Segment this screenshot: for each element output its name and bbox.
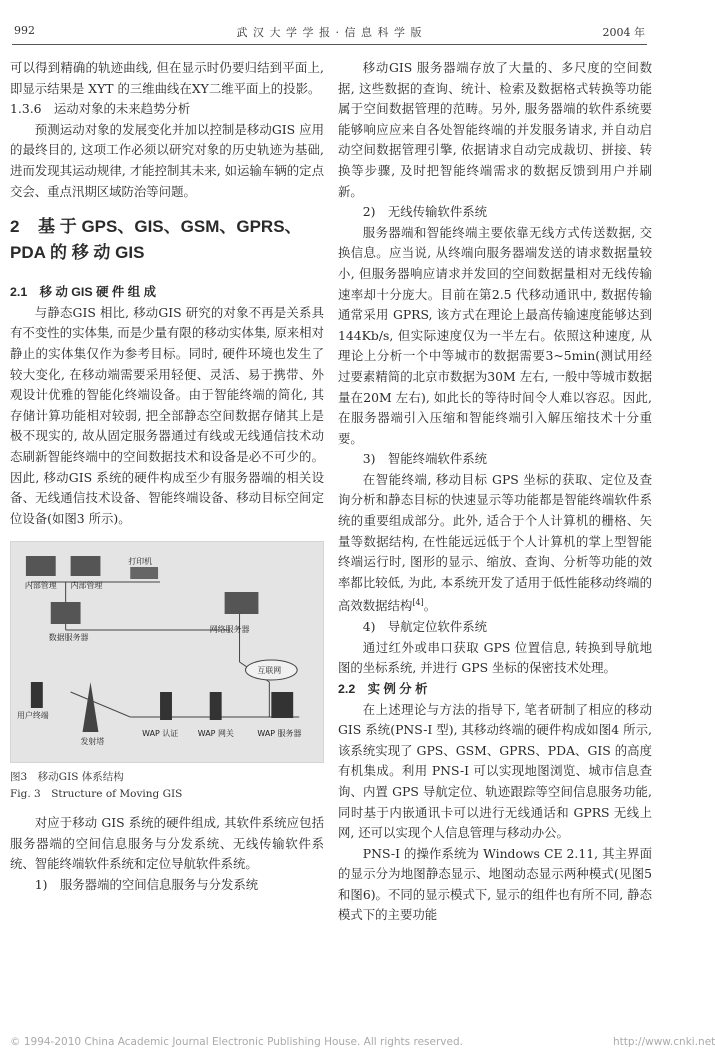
section-heading-2-1: 2.1 移 动 GIS 硬 件 组 成 [10, 285, 156, 300]
label-database-server: 数据服务器 [48, 633, 89, 643]
list-item-3: 3) 智能终端软件系统 [362, 451, 488, 467]
section-heading-2: 2 基 于 GPS、GIS、GSM、GPRS、PDA 的 移 动 GIS [10, 217, 302, 263]
label-tower: 发射塔 [80, 737, 105, 747]
paragraph-example: 在上述理论与方法的指导下, 笔者研制了相应的移动GIS 系统(PNS-I 型), 其移动终端的硬件构成如图4 所示, 该系统实现了 GPS、GSM、GPRS、PDA、GIS 的高度有机集成。利用 PNS-I 可以实现地图浏览、城市信息查询、内置 GPS 导航定位、轨迹跟踪等空间信息服务功能, 同时基于内嵌通讯卡可以进行无线通话和 GPRS 无线上网, 还可以实现个人信息管理与移动办公。 [338, 701, 652, 841]
paragraph-software: 对应于移动 GIS 系统的硬件组成, 其软件系统应包括服务器端的空间信息服务与分发系统、无线传输软件系统、智能终端软件系统和定位导航软件系统。 [10, 815, 324, 872]
label-internet: 互联网 [257, 666, 282, 676]
paragraph-hardware: 与静态GIS 相比, 移动GIS 研究的对象不再是关系具有不变性的实体集, 而是少量有限的移动实体集, 原来相对静止的实体集仅作为参考目标。同时, 硬件环境也发生了较大变化, 在移动端需要采用轻便、灵活、易于携带、外观设计优雅的智能化终端设备。由于智能终端的简化, 其存储计算功能相对较弱, 把全部静态空间数据存储其上是极不现实的, 故从固定服务器通过有线或无线通信技术动态刷新智能终端中的空间数据技术和设备是必不可少的。因此, 移动GIS 系统的硬件构成至少有服务器端的相关设备、无线通信技术设备、智能终端设备、移动目标空间定位设备(如图3 所示)。 [10, 304, 324, 526]
section-heading-2-text: 基 于 GPS、GIS、GSM、GPRS、PDA 的 移 动 GIS [10, 217, 302, 263]
label-dept-1: 内部管理 [24, 581, 57, 591]
section-heading-1-3-6: 1.3.6 运动对象的未来趋势分析 [10, 101, 191, 117]
list-item-4: 4) 导航定位软件系统 [362, 619, 488, 635]
label-wap-gateway: WAP 网关 [197, 729, 234, 739]
paragraph-terminal: 在智能终端, 移动目标 GPS 坐标的获取、定位及查询分析和静态目标的快速显示等功能都是智能终端软件系统的重要组成部分。此外, 适合于个人计算机的栅格、矢量等数据结构, 在性能远远低于个人计算机的掌上型智能终端运行时, 图形的显示、缩放、查询、分析等功能的效率都比较低, 为此, 本系统开发了适用于低性能移动终端的高效数据结构[4]。 [338, 471, 652, 614]
paragraph-intro: 可以得到精确的轨迹曲线, 但在显示时仍要归结到平面上, 即显示结果是 XYT 的三维曲线在XY二维平面上的投影。 [10, 60, 324, 96]
tower-icon [83, 682, 99, 732]
paragraph-navigation: 通过红外或串口获取 GPS 位置信息, 转换到导航地图的坐标系统, 并进行 GPS 坐标的保密技术处理。 [338, 639, 652, 676]
label-printer: 打印机 [128, 557, 153, 567]
label-wap-server: WAP 服务器 [257, 729, 302, 739]
printer-icon [130, 567, 158, 579]
phone-icon [31, 682, 43, 708]
architecture-diagram [11, 542, 323, 762]
copyright-footer [10, 1036, 715, 1048]
list-item-1: 1) 服务器端的空间信息服务与分发系统 [34, 877, 259, 893]
citation-ref: [4] [412, 598, 424, 608]
journal-title: 武 汉 大 学 学 报 · 信 息 科 学 版 [236, 26, 423, 39]
paragraph-wireless: 服务器端和智能终端主要依靠无线方式传送数据, 交换信息。应当说, 从终端向服务器端发送的请求数据量较小, 但服务器响应请求并发回的空间数据量相对无线传输速率却十分庞大。目前在第2.5 代移动通讯中, 数据传输通常采用 GPRS, 该方式在理论上最高传输速度能够达到 144Kb/s, 但实际速度仅为一半左右。依照这种速度, 从理论上分析一个中等城市的数据需要3~5min(测试用经过要素精简的北京市数据为30M 左右, 一般中等城市数据量在20M 左右), 如此长的等待时间令人难以容忍。因此, 在服务器端引入压缩和智能终端引入解压缩技术十分重要。 [338, 224, 652, 446]
footer-url: http://www.cnki.net [612, 1036, 715, 1048]
page-number: 992 [14, 24, 35, 37]
paragraph-os: PNS-I 的操作系统为 Windows CE 2.11, 其主界面的显示分为地图静态显示、地图动态显示两种模式(见图5 和图6)。不同的显示模式下, 显示的组件也有所不同, 静态模式下的主要功能 [338, 845, 652, 923]
copyright-text: © 1994-2010 China Academic Journal Electronic Publishing House. All rights reserved. [10, 1036, 463, 1048]
label-dept-2: 内部管理 [70, 581, 103, 591]
server-icon [210, 692, 222, 720]
figure-caption-cn: 图3 移动GIS 体系结构 [10, 771, 124, 784]
left-column [10, 58, 324, 896]
computer-icon [26, 556, 259, 624]
label-wap-auth: WAP 认证 [142, 729, 179, 739]
figure-3-architecture [10, 541, 324, 763]
paragraph-trend: 预测运动对象的发展变化并加以控制是移动GIS 应用的最终目的, 这项工作必须以研究对象的历史轨迹为基础, 进而发现其运动规律, 才能控制其未来, 如运输车辆的定点交会、重点汛期区域防治等问题。 [10, 121, 324, 199]
publication-year: 2004 年 [602, 26, 645, 39]
header-rule [12, 44, 647, 45]
paragraph-server: 移动GIS 服务器端存放了大量的、多尺度的空间数据, 这些数据的查询、统计、检索及数据格式转换等功能属于空间数据管理的范畴。另外, 服务器端的软件系统要能够响应应来自各处智能终端的并发服务请求, 并自动启动空间数据管理引擎, 依据请求自动完成裁切、拼接、转换等步骤, 及时把智能终端需求的数据反馈到用户并刷新。 [338, 60, 652, 199]
right-column [338, 58, 652, 926]
section-heading-2-2: 2.2 实 例 分 析 [338, 681, 428, 696]
server-icon [271, 692, 293, 718]
label-user-terminal: 用户终端 [16, 711, 49, 721]
figure-caption-en: Fig. 3 Structure of Moving GIS [10, 788, 183, 801]
running-header [14, 24, 645, 42]
label-network-server: 网络服务器 [209, 625, 250, 635]
server-icon [160, 692, 172, 720]
list-item-2: 2) 无线传输软件系统 [362, 204, 488, 220]
